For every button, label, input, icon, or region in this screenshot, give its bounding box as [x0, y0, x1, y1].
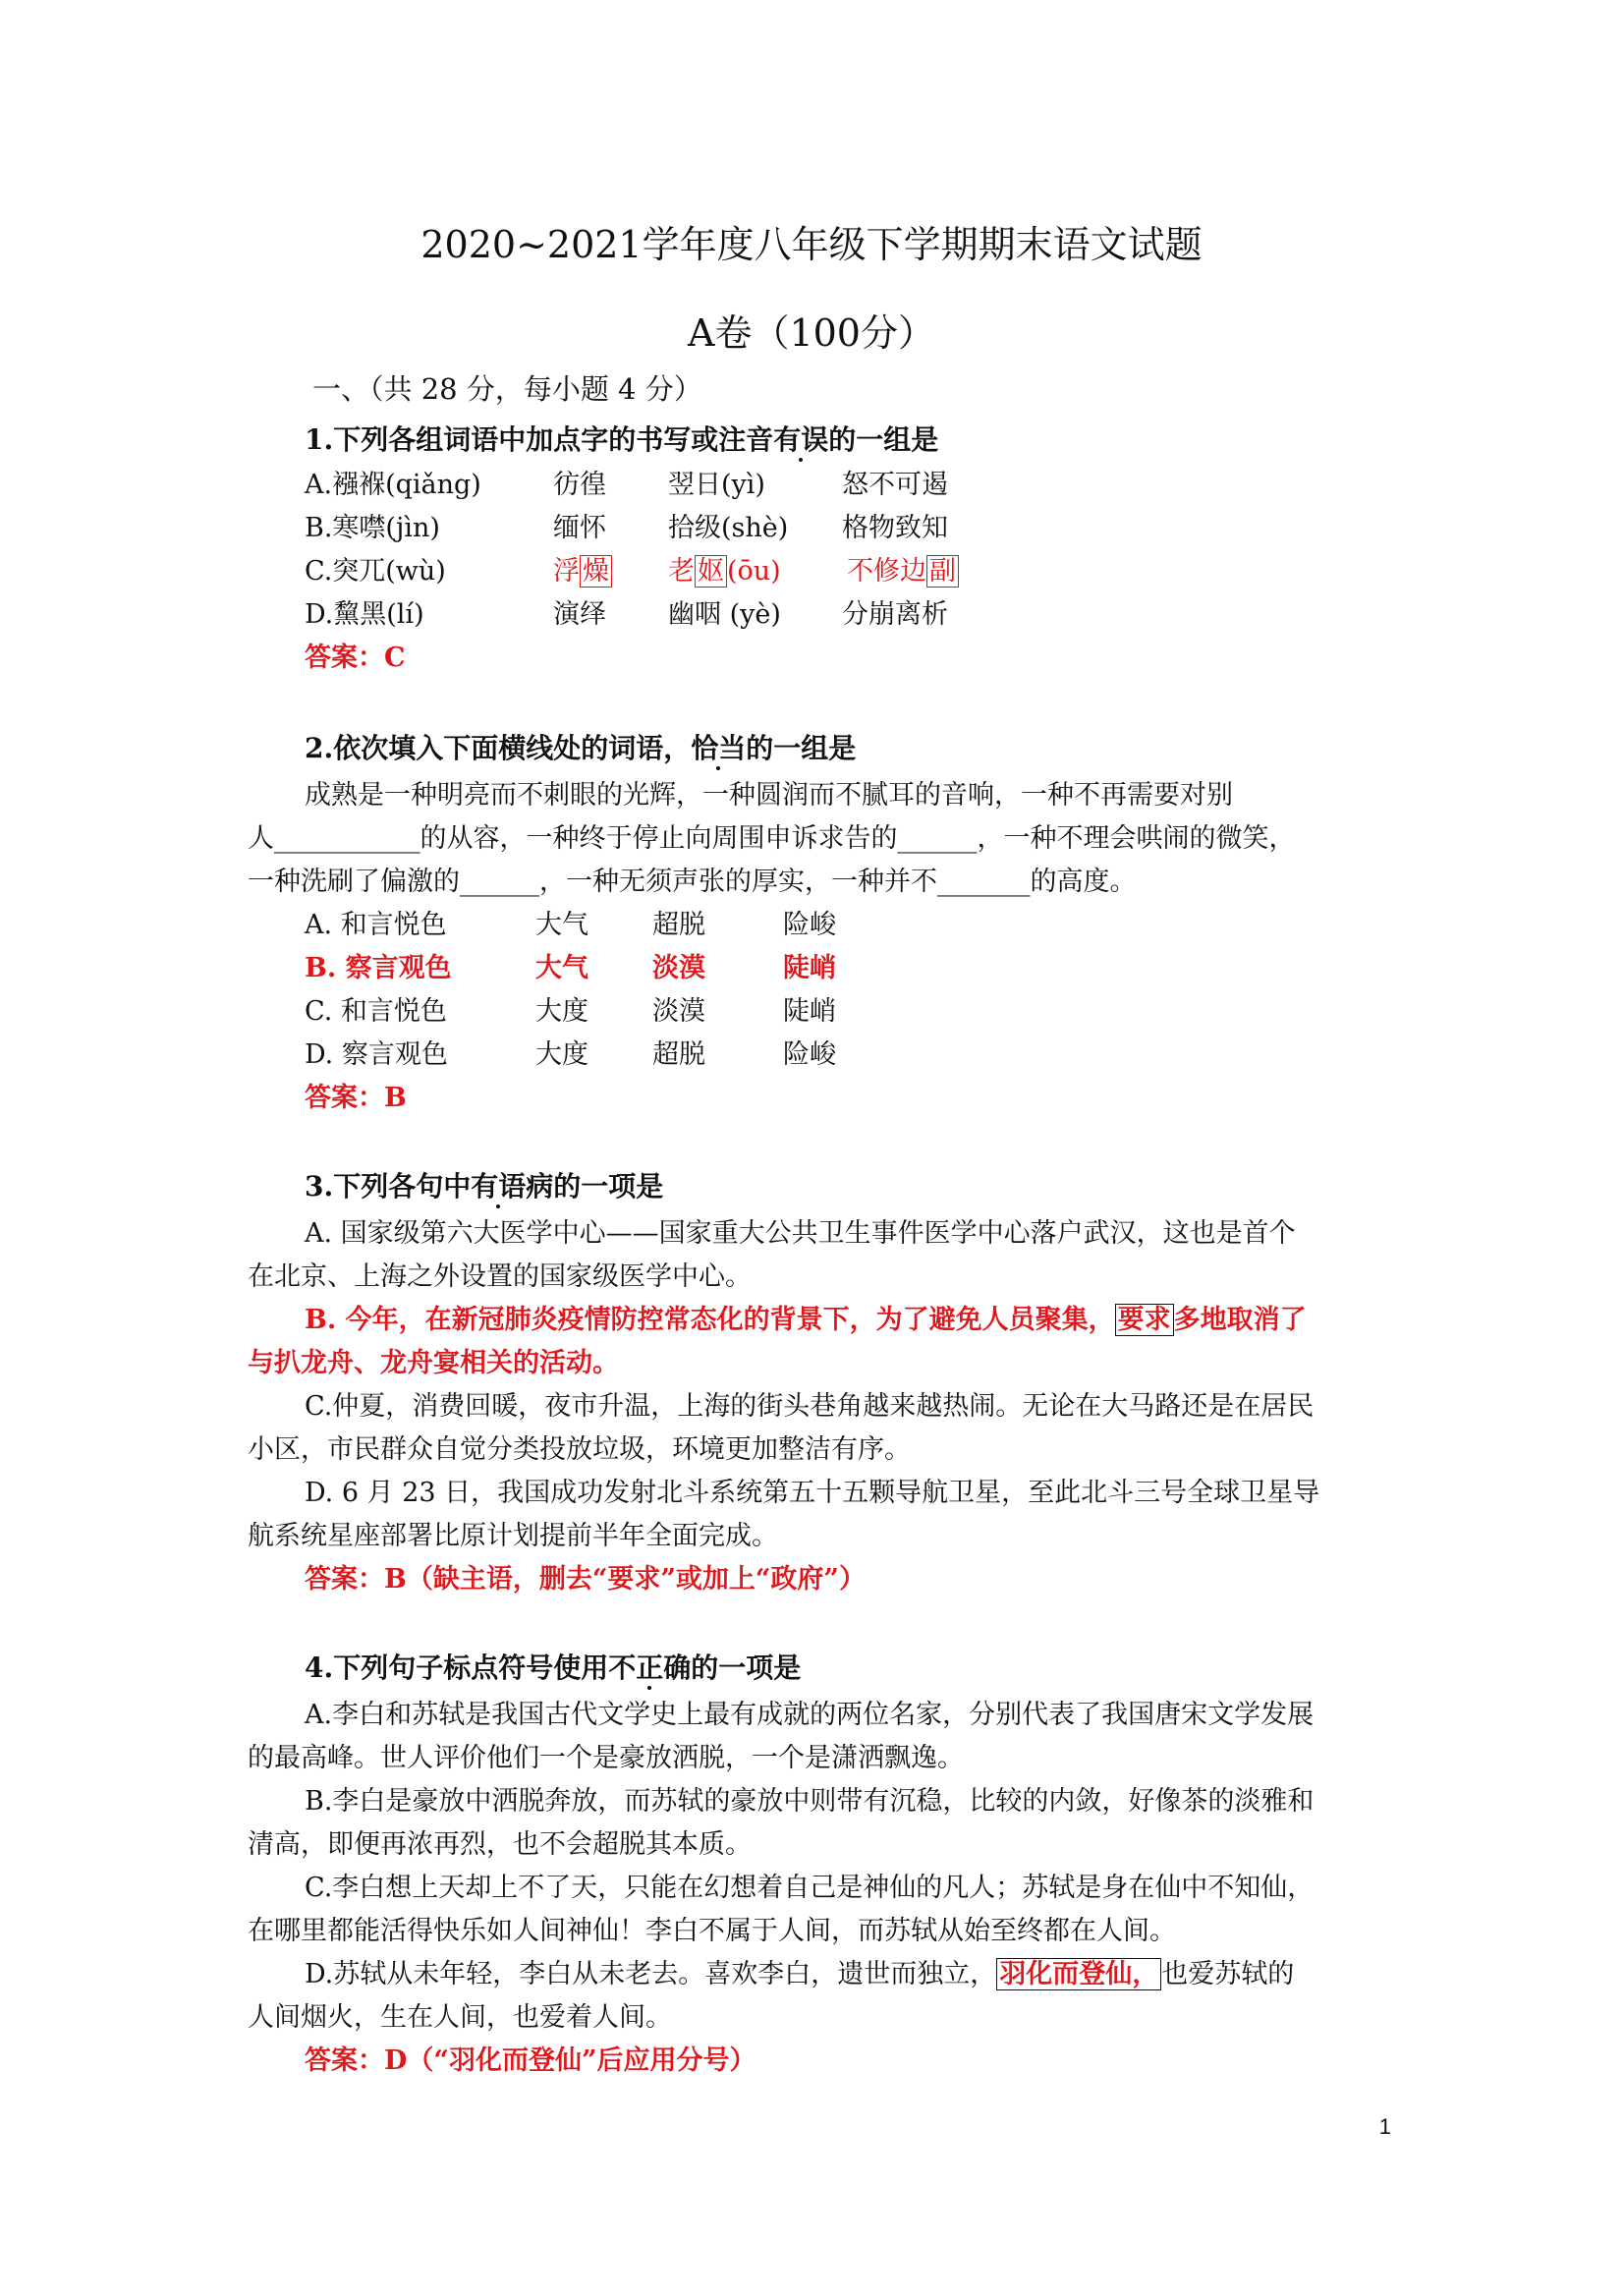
page-number: 1: [1378, 2114, 1391, 2139]
q4-option-d-line1: D.苏轼从未年轻，李白从未老去。喜欢李白，遗世而独立， 羽化而登仙， 也爱苏轼的: [305, 1959, 1295, 1989]
q2-option-b-1: B. 察言观色: [305, 953, 452, 983]
q2-option-c-1: C. 和言悦色: [305, 996, 447, 1027]
q2-option-d-3: 超脱: [652, 1039, 705, 1070]
q3-option-d-line2: 航系统星座部署比原计划提前半年全面完成。: [248, 1521, 778, 1551]
q4-option-d-line2: 人间烟火，生在人间，也爱着人间。: [248, 2002, 672, 2033]
answer-1: 答案：C: [305, 643, 406, 673]
question-1-stem: 1.下列各组词语中加点字的书写或注音有误的一组是: [305, 423, 939, 456]
q2-option-b-3: 淡漠: [652, 953, 705, 983]
page-title: 2020~2021学年度八年级下学期期末语文试题: [420, 223, 1203, 266]
option-a-word2: 彷徨: [553, 470, 606, 500]
option-c-word4: 不修边 副: [847, 554, 959, 589]
q2-paragraph-line2: 人___________的从容，一种终于停止向周围申诉求告的______，一种不理会哄闹的微笑，: [248, 823, 1296, 854]
option-c-word1: C.突兀(wù): [305, 556, 446, 587]
option-b-word3: 拾级(shè): [668, 513, 789, 543]
option-a-word3: 翌日(yì): [668, 470, 765, 500]
q2-option-a-2: 大气: [535, 910, 588, 940]
q4-option-c-line1: C.李白想上天却上不了天，只能在幻想着自己是神仙的凡人；苏轼是身在仙中不知仙，: [305, 1873, 1315, 1903]
q2-option-d-1: D. 察言观色: [305, 1039, 448, 1070]
question-3-stem: 3.下列各句中有语病的一项是: [305, 1170, 664, 1203]
question-2-stem: 2.依次填入下面横线处的词语，恰当的一组是: [305, 732, 857, 764]
q2-option-c-3: 淡漠: [652, 996, 705, 1027]
emphasis-dots: 有误: [773, 423, 829, 456]
option-d-word4: 分崩离析: [842, 599, 948, 630]
answer-4: 答案：D（“羽化而登仙”后应用分号）: [305, 2045, 756, 2076]
q2-paragraph-line1: 成熟是一种明亮而不刺眼的光辉，一种圆润而不腻耳的音响，一种不再需要对别: [305, 780, 1233, 811]
q2-paragraph-line3: 一种洗刷了偏激的______，一种无须声张的厚实，一种并不_______的高度。: [248, 867, 1137, 897]
q4-option-b-line2: 清高，即便再浓再烈，也不会超脱其本质。: [248, 1829, 752, 1860]
q4-option-c-line2: 在哪里都能活得快乐如人间神仙！李白不属于人间，而苏轼从始至终都在人间。: [248, 1916, 1176, 1946]
q2-option-d-4: 险峻: [783, 1039, 836, 1070]
q3-option-b-line2: 与扒龙舟、龙舟宴相关的活动。: [248, 1348, 619, 1378]
q2-option-a-4: 险峻: [783, 910, 836, 940]
q2-option-c-4: 陡峭: [783, 996, 836, 1027]
q3-option-a-line2: 在北京、上海之外设置的国家级医学中心。: [248, 1261, 752, 1292]
q2-option-a-1: A. 和言悦色: [305, 910, 447, 940]
q2-option-c-2: 大度: [535, 996, 588, 1027]
q3-option-a-line1: A. 国家级第六大医学中心——国家重大公共卫生事件医学中心落户武汉，这也是首个: [305, 1218, 1296, 1249]
q2-option-b-4: 陡峭: [783, 953, 836, 983]
q3-option-c-line2: 小区，市民群众自觉分类投放垃圾，环境更加整洁有序。: [248, 1434, 911, 1465]
q3-option-b-line1: B. 今年，在新冠肺炎疫情防控常态化的背景下，为了避免人员聚集， 要求 多地取消了: [305, 1305, 1307, 1335]
q2-option-d-2: 大度: [535, 1039, 588, 1070]
section-heading: 一、（共 28 分，每小题 4 分）: [312, 372, 702, 406]
q3-option-c-line1: C.仲夏，消费回暖，夜市升温，上海的街头巷角越来越热闹。无论在大马路还是在居民: [305, 1391, 1315, 1422]
q2-option-b-2: 大气: [535, 953, 588, 983]
option-d-word2: 演绎: [553, 599, 606, 630]
answer-3: 答案：B（缺主语，删去“要求”或加上“政府”）: [305, 1564, 866, 1595]
option-b-word2: 缅怀: [553, 513, 606, 543]
option-d-word3: 幽咽 (yè): [668, 599, 781, 630]
option-c-word2: 浮 燥: [553, 554, 612, 589]
q4-option-a-line2: 的最高峰。世人评价他们一个是豪放洒脱，一个是潇洒飘逸。: [248, 1743, 964, 1773]
q4-option-a-line1: A.李白和苏轼是我国古代文学史上最有成就的两位名家，分别代表了我国唐宋文学发展: [305, 1700, 1315, 1730]
paper-subtitle: A卷（100分）: [688, 311, 935, 355]
question-4-stem: 4.下列句子标点符号使用不正确的一项是: [305, 1652, 802, 1684]
q3-option-d-line1: D. 6 月 23 日，我国成功发射北斗系统第五十五颗导航卫星，至此北斗三号全球卫星导: [305, 1478, 1320, 1508]
option-d-word1: D.黧黑(lí): [305, 599, 424, 630]
option-b-word1: B.寒噤(jìn): [305, 513, 440, 543]
q4-option-b-line1: B.李白是豪放中洒脱奔放，而苏轼的豪放中则带有沉稳，比较的内敛，好像茶的淡雅和: [305, 1786, 1315, 1817]
q2-option-a-3: 超脱: [652, 910, 705, 940]
option-c-word3: 老 妪 (ōu): [668, 556, 781, 587]
answer-2: 答案：B: [305, 1083, 407, 1113]
option-a-word1: A.襁褓(qiǎng): [305, 470, 481, 500]
option-b-word4: 格物致知: [842, 513, 948, 543]
option-a-word4: 怒不可遏: [842, 470, 948, 500]
